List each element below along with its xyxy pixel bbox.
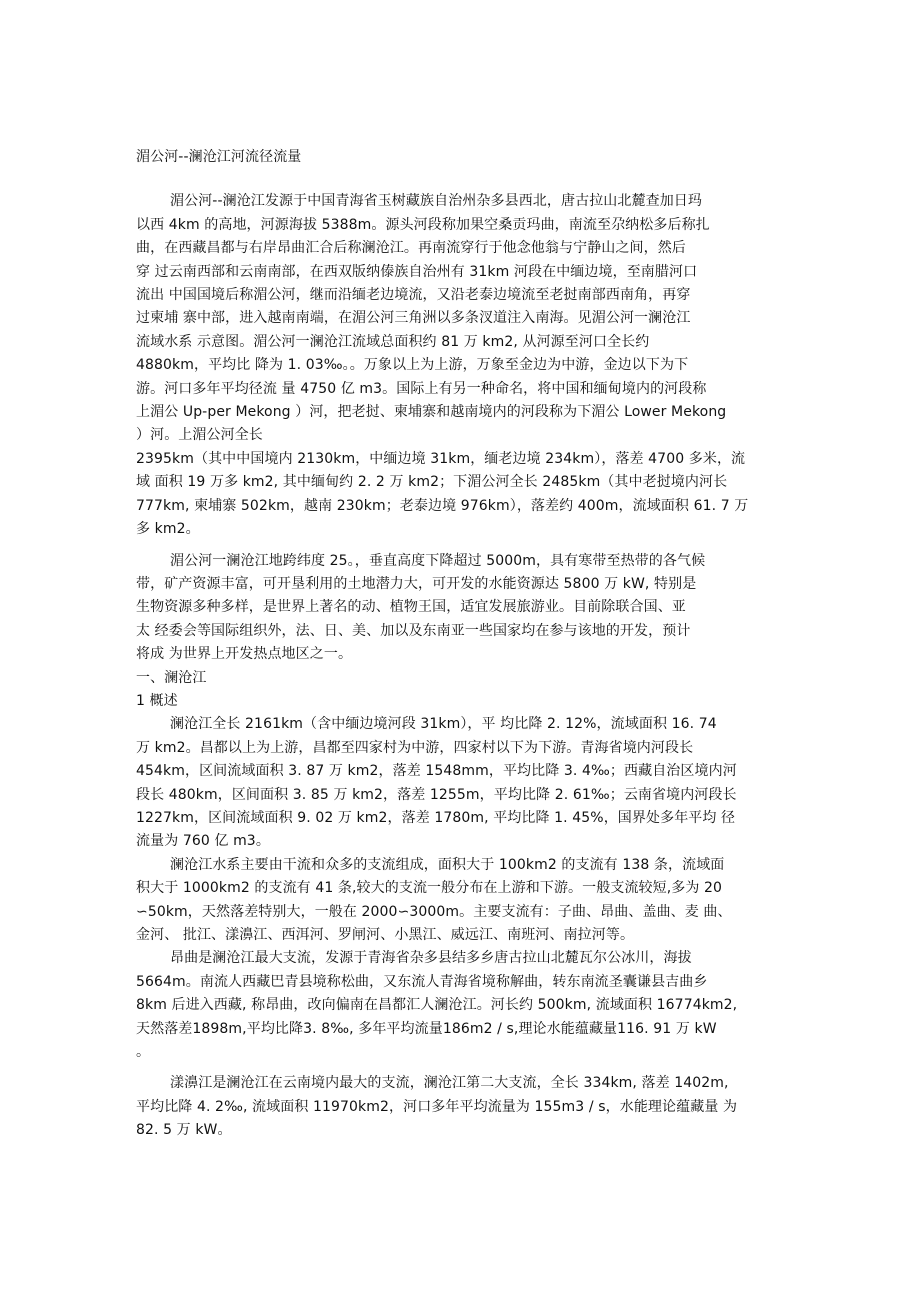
text-line: 平均比降 4. 2‰, 流域面积 11970km2，河口多年平均流量为 155m3 / s，水能理论蕴藏量 为	[136, 1098, 738, 1115]
document-title: 湄公河--澜沧江河流径流量	[136, 149, 302, 165]
text-line: 过柬埔 寨中部，进入越南南端，在湄公河三角洲以多条汊道注入南海。见湄公河一澜沧江	[136, 310, 691, 327]
text-line: 流量为 760 亿 m3。	[136, 833, 270, 850]
text-line: 以西 4km 的高地，河源海拔 5388m。源头河段称加果空桑贡玛曲，南流至尕纳松多后称扎	[136, 216, 710, 233]
overview-paragraph	[136, 713, 796, 853]
text-line: 1 概述	[136, 692, 178, 709]
text-line: 4880km，平均比 降为 1. 03‰。。万象以上为上游，万象至金边为中游，金边以下为下	[136, 357, 689, 374]
angqu-paragraph	[136, 947, 796, 1064]
text-line: 8km 后进入西藏, 称昂曲，改向偏南在昌都汇人澜沧江。河长约 500km, 流域面积 16774km2,	[136, 997, 738, 1014]
text-line: 一、澜沧江	[136, 669, 207, 686]
text-line: 生物资源多种多样，是世界上著名的动、植物王国，适宜发展旅游业。目前除联合国、亚	[136, 599, 686, 616]
geography-paragraph	[136, 550, 796, 667]
text-line: 曲，在西藏昌都与右岸昂曲汇合后称澜沧江。再南流穿行于他念他翁与宁静山之间，然后	[136, 240, 686, 257]
text-line: 游。河口多年平均径流 量 4750 亿 m3。国际上有另一种命名，将中国和缅甸境内的河段称	[136, 380, 707, 397]
text-line: ∽50km，天然落差特别大，一般在 2000∽3000m。主要支流有：子曲、昂曲、盖曲、麦 曲、	[136, 903, 732, 920]
subsection-heading	[136, 690, 796, 713]
text-line: 带，矿产资源丰富，可开垦利用的土地潜力大，可开发的水能资源达 5800 万 kW, 特别是	[136, 575, 697, 592]
text-line: 澜沧江全长 2161km（含中缅边境河段 31km），平 均比降 2. 12%，流域面积 16. 74	[170, 716, 717, 733]
text-line: 。	[136, 1044, 151, 1061]
text-line: 湄公河--澜沧江发源于中国青海省玉树藏族自治州杂多县西北，唐古拉山北麓查加日玛	[170, 193, 703, 210]
text-line: ）河。上湄公河全长	[136, 427, 263, 444]
text-line: 777km, 柬埔寨 502km，越南 230km；老泰边境 976km），落差约 400m，流域面积 61. 7 万	[136, 497, 749, 514]
text-line: 流域水系 示意图。湄公河一澜沧江流域总面积约 81 万 km2, 从河源至河口全长约	[136, 333, 650, 350]
text-line: 漾濞江是澜沧江在云南境内最大的支流，澜沧江第二大支流，全长 334km, 落差 1402m,	[170, 1075, 729, 1092]
text-line: 多 km2。	[136, 521, 200, 538]
text-line: 段长 480km，区间面积 3. 85 万 km2，落差 1255m，平均比降 2. 61‰；云南省境内河段长	[136, 786, 737, 803]
text-line: 万 km2。昌都以上为上游，昌都至四家村为中游，四家村以下为下游。青海省境内河段长	[136, 739, 694, 756]
section-heading	[136, 667, 796, 690]
text-line: 昂曲是澜沧江最大支流，发源于青海省杂多县结多乡唐古拉山北麓瓦尔公冰川，海拔	[170, 950, 692, 967]
text-line: 金河、 批江、漾濞江、西洱河、罗闸河、小黑江、威远江、南班河、南拉河等。	[136, 927, 635, 943]
text-line: 82. 5 万 kW。	[136, 1122, 232, 1139]
yangbi-paragraph	[136, 1072, 796, 1142]
text-line: 上湄公 Up-per Mekong ）河，把老挝、柬埔寨和越南境内的河段称为下湄公 Lower Mekong	[136, 404, 727, 421]
tributaries-paragraph	[136, 854, 796, 948]
text-line: 5664m。南流人西藏巴青县境称松曲，又东流人青海省境称解曲，转东南流圣囊谦县吉曲乡	[136, 973, 708, 990]
text-line: 穿 过云南西部和云南南部，在西双版纳傣族自治州有 31km 河段在中缅边境，至南腊河口	[136, 263, 698, 280]
text-line: 2395km（其中中国境内 2130km，中缅边境 31km，缅老边境 234km），落差 4700 多米，流	[136, 450, 746, 467]
intro-paragraph	[136, 190, 796, 541]
text-line: 澜沧江水系主要由干流和众多的支流组成，面积大于 100km2 的支流有 138 条，流域面	[170, 856, 725, 873]
text-line: 将成 为世界上开发热点地区之一。	[136, 646, 353, 663]
text-line: 湄公河一澜沧江地跨纬度 25。，垂直高度下降超过 5000m，具有寒带至热带的各气候	[170, 552, 706, 569]
document-body	[136, 146, 796, 1143]
text-line: 积大于 1000km2 的支流有 41 条,较大的支流一般分布在上游和下游。一般支流较短,多为 20	[136, 880, 723, 897]
text-line: 1227km，区间流域面积 9. 02 万 km2，落差 1780m, 平均比降 1. 45%，国界处多年平均 径	[136, 809, 736, 826]
text-line: 太 经委会等国际组织外，法、日、美、加以及东南亚一些国家均在参与该地的开发，预计	[136, 622, 691, 639]
text-line: 域 面积 19 万多 km2, 其中缅甸约 2. 2 万 km2；下湄公河全长 2485km（其中老挝境内河长	[136, 474, 728, 491]
text-line: 454km，区间流域面积 3. 87 万 km2，落差 1548mm，平均比降 3. 4‰；西藏自治区境内河	[136, 763, 737, 780]
text-line: 流出 中国国境后称湄公河，继而沿缅老边境流，又沿老泰边境流至老挝南部西南角，再穿	[136, 287, 691, 304]
text-line: 天然落差1898m,平均比降3. 8‰, 多年平均流量186m2 / s,理论水能蕴藏量116. 91 万 kW	[136, 1020, 717, 1037]
